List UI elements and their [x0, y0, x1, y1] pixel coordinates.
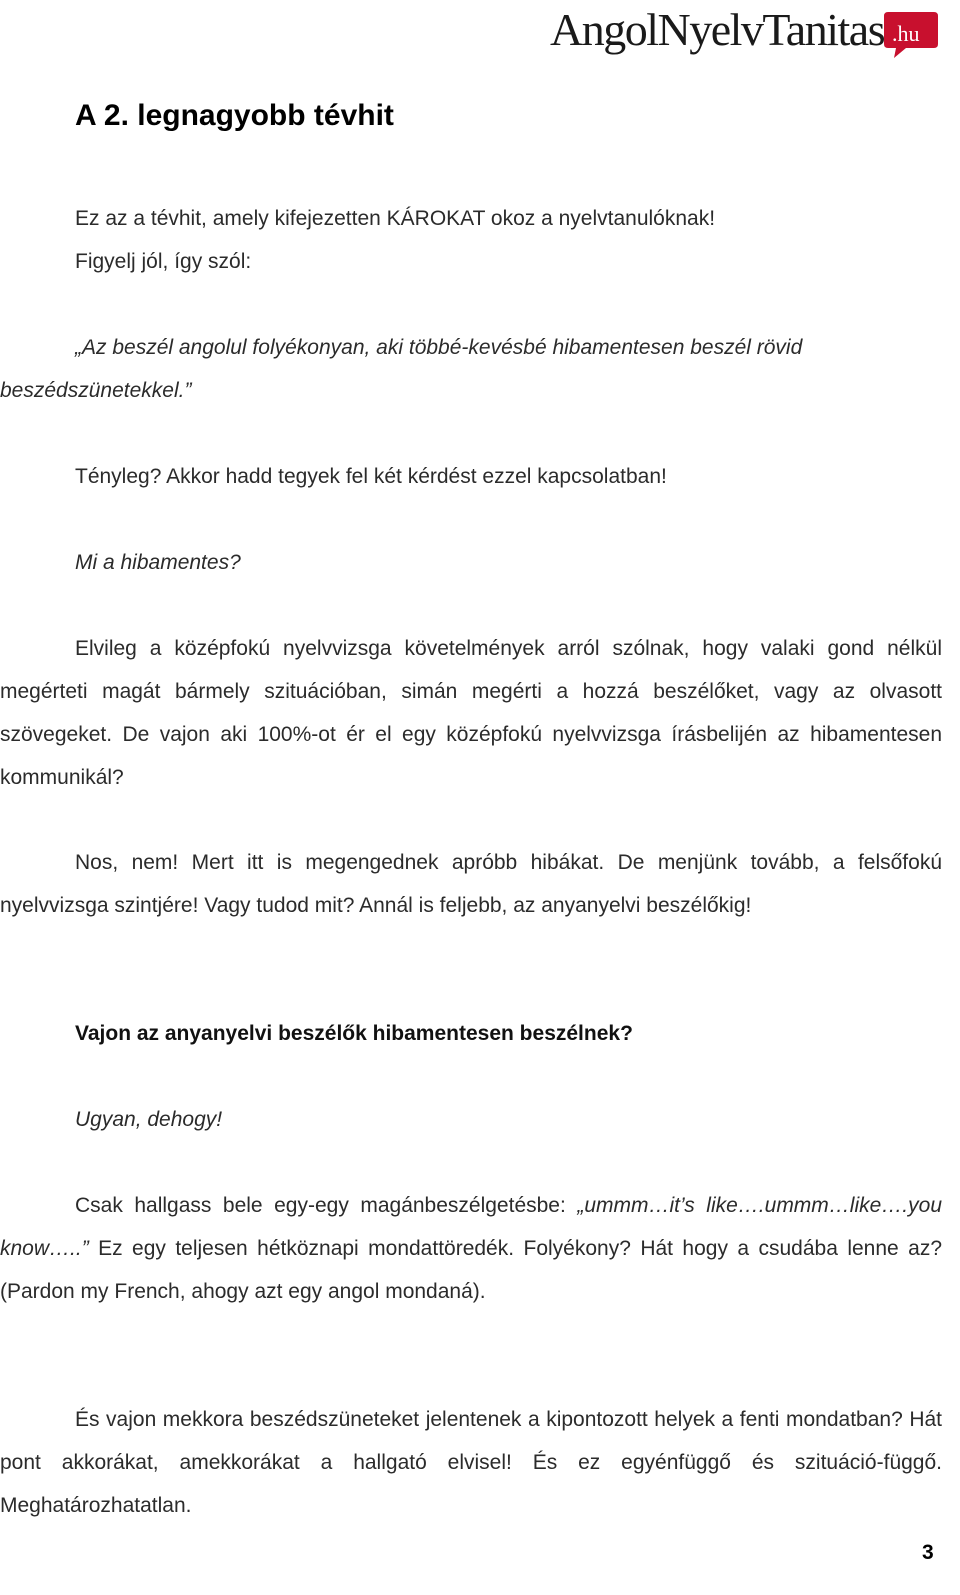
- intro-line-2: Figyelj jól, így szól:: [75, 250, 252, 273]
- nos-paragraph: Nos, nem! Mert itt is megengednek apróbb hibákat. De menjünk tovább, a felsőfokú nyelvvizsga szintjére! Vagy tudod mit? Annál is feljebb, az anyanyelvi beszélőkig!: [0, 851, 942, 917]
- question-native-speakers: Vajon az anyanyelvi beszélők hibamentesen beszélnek?: [75, 1022, 633, 1045]
- csak-text-end: Ez egy teljesen hétköznapi mondattöredék. Folyékony? Hát hogy a csudába lenne az? (Pardon my French, ahogy azt egy angol mondaná).: [0, 1237, 942, 1303]
- question-hibamentes: Mi a hibamentes?: [75, 551, 241, 574]
- csak-example-quote: „ummm…it’s like….ummm…like….you know…..”: [0, 1194, 942, 1260]
- csak-paragraph: [0, 1184, 942, 1313]
- myth-quote: „Az beszél angolul folyékonyan, aki többé-kevésbé hibamentesen beszél rövid beszédszünetekkel.”: [0, 336, 803, 402]
- elvileg-paragraph: Elvileg a középfokú nyelvvizsga követelmények arról szólnak, hogy valaki gond nélkül megérteti magát bármely szituációban, simán megérti a hozzá beszélőket, vagy az olvasott szövegeket. De vajon aki 100%-ot ér el egy középfokú nyelvvizsga írásbelijén az hibamentesen kommunikál?: [0, 637, 942, 789]
- page-number: 3: [922, 1541, 934, 1564]
- logo-suffix: .hu: [892, 21, 920, 46]
- logo-text: AngolNyelvTanitas: [550, 4, 885, 55]
- page-heading: A 2. legnagyobb tévhit: [75, 99, 394, 132]
- answer-dehogy: Ugyan, dehogy!: [75, 1108, 223, 1131]
- intro-line-1: Ez az a tévhit, amely kifejezetten KÁROKAT okoz a nyelvtanulóknak!: [75, 207, 716, 230]
- csak-text-start: Csak hallgass bele egy-egy magánbeszélgetésbe:: [75, 1194, 578, 1217]
- es-paragraph: És vajon mekkora beszédszüneteket jelentenek a kipontozott helyek a fenti mondatban? Hát pont akkorákat, amekkorákat a hallgató elvisel! És ez egyénfüggő és szituáció-függő. Meghatározhatatlan.: [0, 1408, 942, 1517]
- tenyleg-paragraph: Tényleg? Akkor hadd tegyek fel két kérdést ezzel kapcsolatban!: [75, 465, 667, 488]
- site-logo: [550, 0, 950, 75]
